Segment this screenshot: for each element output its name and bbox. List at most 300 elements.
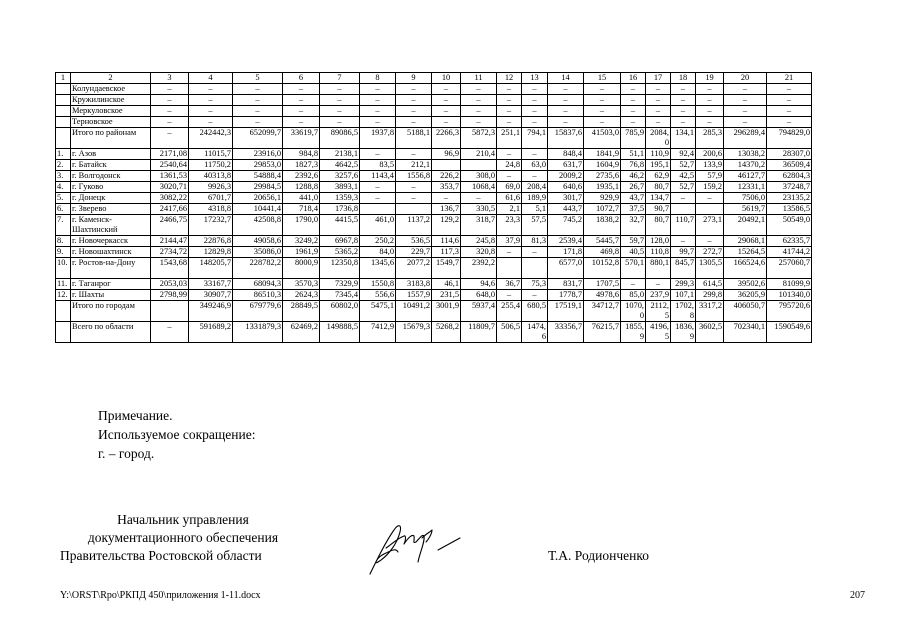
row-index — [56, 322, 71, 343]
table-cell: 60802,0 — [320, 301, 360, 322]
table-cell: 76,8 — [621, 160, 646, 171]
table-cell: 570,1 — [621, 258, 646, 279]
table-cell: 36,7 — [497, 279, 522, 290]
table-cell: 785,9 — [621, 128, 646, 149]
column-header: 12 — [497, 73, 522, 84]
table-cell: – — [696, 193, 724, 204]
page-number: 207 — [850, 590, 865, 601]
row-index — [56, 301, 71, 322]
table-cell: 41744,2 — [767, 247, 812, 258]
table-cell: – — [584, 106, 621, 117]
table-cell: – — [320, 84, 360, 95]
table-cell: – — [283, 117, 320, 128]
table-cell: 3020,71 — [151, 182, 189, 193]
row-index: 7. — [56, 215, 71, 236]
table-cell: 353,7 — [432, 182, 461, 193]
table-cell — [396, 204, 432, 215]
table-cell: 2798,99 — [151, 290, 189, 301]
table-cell: 1305,5 — [696, 258, 724, 279]
table-cell: 631,7 — [548, 160, 584, 171]
table-cell: 2084,0 — [646, 128, 671, 149]
table-cell: – — [621, 95, 646, 106]
table-cell: 1137,2 — [396, 215, 432, 236]
row-name: Кружилинское — [71, 95, 151, 106]
table-cell: – — [360, 149, 396, 160]
table-row — [56, 290, 812, 301]
table-cell: – — [548, 95, 584, 106]
column-header: 13 — [522, 73, 548, 84]
table-cell: 2138,1 — [320, 149, 360, 160]
table-cell: 2539,4 — [548, 236, 584, 247]
table-cell: 36205,9 — [724, 290, 767, 301]
table-cell: 7345,4 — [320, 290, 360, 301]
column-header: 9 — [396, 73, 432, 84]
column-header: 3 — [151, 73, 189, 84]
note-line-city: г. – город. — [98, 446, 155, 461]
table-cell: 226,2 — [432, 171, 461, 182]
row-name: г. Донецк — [71, 193, 151, 204]
table-cell: – — [671, 84, 696, 95]
table-cell: – — [584, 95, 621, 106]
table-cell: – — [360, 117, 396, 128]
table-cell: 171,8 — [548, 247, 584, 258]
table-cell: 648,0 — [461, 290, 497, 301]
column-header: 20 — [724, 73, 767, 84]
table-cell: – — [522, 290, 548, 301]
row-index: 1. — [56, 149, 71, 160]
table-cell: 50549,0 — [767, 215, 812, 236]
table-cell: – — [283, 95, 320, 106]
row-name: г. Гуково — [71, 182, 151, 193]
row-index — [56, 106, 71, 117]
table-cell — [696, 204, 724, 215]
table-cell: 23916,0 — [233, 149, 283, 160]
table-cell: 2266,3 — [432, 128, 461, 149]
table-row — [56, 117, 812, 128]
table-cell: 69,0 — [497, 182, 522, 193]
table-cell: 37248,7 — [767, 182, 812, 193]
table-cell: 1841,9 — [584, 149, 621, 160]
table-cell: 3893,1 — [320, 182, 360, 193]
signer-position-line3: Правительства Ростовской области — [60, 548, 262, 563]
row-name: г. Батайск — [71, 160, 151, 171]
table-cell: 7329,9 — [320, 279, 360, 290]
table-cell: – — [432, 193, 461, 204]
table-cell: 3602,5 — [696, 322, 724, 343]
row-name: г. Азов — [71, 149, 151, 160]
table-cell: 148205,7 — [189, 258, 233, 279]
table-cell — [497, 258, 522, 279]
table-cell: – — [432, 106, 461, 117]
table-cell: 195,1 — [646, 160, 671, 171]
table-cell: – — [360, 182, 396, 193]
table-cell: 308,0 — [461, 171, 497, 182]
table-cell: 1550,8 — [360, 279, 396, 290]
table-cell: 679779,6 — [233, 301, 283, 322]
table-cell: 33619,7 — [283, 128, 320, 149]
table-cell: – — [461, 106, 497, 117]
table-cell: 10491,2 — [396, 301, 432, 322]
table-cell: 89086,5 — [320, 128, 360, 149]
table-row — [56, 322, 812, 343]
table-row — [56, 95, 812, 106]
table-row — [56, 128, 812, 149]
table-cell: – — [233, 84, 283, 95]
table-cell: 2144,47 — [151, 236, 189, 247]
table-cell: – — [522, 117, 548, 128]
row-name: Колундаевское — [71, 84, 151, 95]
signer-position-line1: Начальник управления — [117, 512, 249, 527]
table-cell: 51,1 — [621, 149, 646, 160]
table-cell: 680,5 — [522, 301, 548, 322]
table-cell: 3317,2 — [696, 301, 724, 322]
table-cell: 36509,4 — [767, 160, 812, 171]
table-cell: 794,1 — [522, 128, 548, 149]
table-cell: – — [621, 84, 646, 95]
row-index: 8. — [56, 236, 71, 247]
table-cell: 591689,2 — [189, 322, 233, 343]
table-cell: 52,7 — [671, 160, 696, 171]
table-cell: 4415,5 — [320, 215, 360, 236]
column-header: 14 — [548, 73, 584, 84]
column-header: 21 — [767, 73, 812, 84]
table-cell: – — [497, 95, 522, 106]
table-cell: 35086,0 — [233, 247, 283, 258]
table-cell: 76215,7 — [584, 322, 621, 343]
column-header: 5 — [233, 73, 283, 84]
row-name: г. Новочеркасск — [71, 236, 151, 247]
table-cell: 24,8 — [497, 160, 522, 171]
table-cell: 57,9 — [696, 171, 724, 182]
table-cell: 200,6 — [696, 149, 724, 160]
table-cell: 640,6 — [548, 182, 584, 193]
table-cell: – — [671, 95, 696, 106]
table-cell: – — [320, 95, 360, 106]
table-cell: – — [724, 95, 767, 106]
table-cell: 1736,8 — [320, 204, 360, 215]
table-cell: 2392,6 — [283, 171, 320, 182]
table-cell: – — [461, 117, 497, 128]
table-cell: 28307,0 — [767, 149, 812, 160]
table-cell: 107,1 — [671, 290, 696, 301]
table-cell: – — [671, 117, 696, 128]
table-cell: 3257,6 — [320, 171, 360, 182]
table-cell: – — [283, 106, 320, 117]
table-cell: – — [671, 236, 696, 247]
table-cell: – — [522, 84, 548, 95]
table-cell: 929,9 — [584, 193, 621, 204]
row-index — [56, 128, 71, 149]
table-cell: 46127,7 — [724, 171, 767, 182]
table-cell: 129,2 — [432, 215, 461, 236]
table-cell: 1838,2 — [584, 215, 621, 236]
table-row — [56, 160, 812, 171]
table-cell: 29853,0 — [233, 160, 283, 171]
table-cell: 46,2 — [621, 171, 646, 182]
table-cell: 57,5 — [522, 215, 548, 236]
table-cell: 86510,3 — [233, 290, 283, 301]
table-cell: – — [360, 95, 396, 106]
table-cell: 745,2 — [548, 215, 584, 236]
table-cell: 652099,7 — [233, 128, 283, 149]
table-cell — [151, 301, 189, 322]
table-cell: 2540,64 — [151, 160, 189, 171]
table-cell: 15679,3 — [396, 322, 432, 343]
table-cell: 37,9 — [497, 236, 522, 247]
table-cell: 2735,6 — [584, 171, 621, 182]
table-cell: 5619,7 — [724, 204, 767, 215]
table-cell: 12829,8 — [189, 247, 233, 258]
table-cell: 92,4 — [671, 149, 696, 160]
table-cell: – — [151, 128, 189, 149]
table-cell: – — [189, 117, 233, 128]
table-cell: – — [522, 171, 548, 182]
table-cell: 469,8 — [584, 247, 621, 258]
table-cell: 75,3 — [522, 279, 548, 290]
table-cell: 59,7 — [621, 236, 646, 247]
table-cell: 228782,2 — [233, 258, 283, 279]
table-row — [56, 236, 812, 247]
table-cell: 4196,5 — [646, 322, 671, 343]
table-cell: 1474,6 — [522, 322, 548, 343]
row-name: Всего по области — [71, 322, 151, 343]
row-name: г. Ростов-на-Дону — [71, 258, 151, 279]
table-cell: 5,1 — [522, 204, 548, 215]
table-cell: – — [696, 236, 724, 247]
row-index: 10. — [56, 258, 71, 279]
table-cell: – — [151, 95, 189, 106]
table-cell: – — [432, 117, 461, 128]
row-name: г. Зверево — [71, 204, 151, 215]
table-row — [56, 106, 812, 117]
table-cell: 42508,8 — [233, 215, 283, 236]
note-line-abbrev: Используемое сокращение: — [98, 427, 256, 442]
table-cell: 318,7 — [461, 215, 497, 236]
table-row — [56, 84, 812, 95]
table-cell: 1331879,3 — [233, 322, 283, 343]
table-cell: 1707,5 — [584, 279, 621, 290]
header-row — [56, 73, 812, 84]
table-cell: – — [548, 117, 584, 128]
row-index: 3. — [56, 171, 71, 182]
table-cell: 94,6 — [461, 279, 497, 290]
column-header: 1 — [56, 73, 71, 84]
table-cell: 2417,66 — [151, 204, 189, 215]
row-name: г. Шахты — [71, 290, 151, 301]
table-cell: 90,7 — [646, 204, 671, 215]
table-cell: 5475,1 — [360, 301, 396, 322]
table-cell: 159,2 — [696, 182, 724, 193]
table-cell: 848,4 — [548, 149, 584, 160]
table-cell: – — [767, 84, 812, 95]
table-cell: – — [548, 106, 584, 117]
table-cell: – — [396, 106, 432, 117]
table-cell: 12350,8 — [320, 258, 360, 279]
table-cell: 7506,0 — [724, 193, 767, 204]
table-cell: 984,8 — [283, 149, 320, 160]
table-row — [56, 149, 812, 160]
table-cell: 210,4 — [461, 149, 497, 160]
table-cell: – — [189, 106, 233, 117]
table-cell: 39502,6 — [724, 279, 767, 290]
table-cell: – — [621, 117, 646, 128]
table-cell: 330,5 — [461, 204, 497, 215]
signer-position-line2: документационного обеспечения — [87, 530, 279, 545]
table-cell: 556,6 — [360, 290, 396, 301]
table-cell: – — [767, 95, 812, 106]
table-cell: 37,5 — [621, 204, 646, 215]
table-cell: 114,6 — [432, 236, 461, 247]
table-cell: 110,9 — [646, 149, 671, 160]
table-cell: 101340,0 — [767, 290, 812, 301]
row-name: Итого по районам — [71, 128, 151, 149]
table-cell: – — [522, 95, 548, 106]
column-header: 4 — [189, 73, 233, 84]
table-cell: 134,7 — [646, 193, 671, 204]
table-cell: 212,1 — [396, 160, 432, 171]
row-index — [56, 84, 71, 95]
table-cell: – — [396, 95, 432, 106]
table-cell: 96,9 — [432, 149, 461, 160]
table-cell: 1590549,6 — [767, 322, 812, 343]
table-cell: 22876,8 — [189, 236, 233, 247]
table-cell: 5872,3 — [461, 128, 497, 149]
row-name: г. Каменск-Шахтинский — [71, 215, 151, 236]
table-cell: 296289,4 — [724, 128, 767, 149]
table-cell: – — [522, 149, 548, 160]
table-cell: 34712,7 — [584, 301, 621, 322]
table-cell: 1143,4 — [360, 171, 396, 182]
column-header: 10 — [432, 73, 461, 84]
column-header: 19 — [696, 73, 724, 84]
table-cell: 10152,8 — [584, 258, 621, 279]
table-cell: – — [696, 95, 724, 106]
table-cell: 1937,8 — [360, 128, 396, 149]
table-cell: 2009,2 — [548, 171, 584, 182]
table-cell: 40,5 — [621, 247, 646, 258]
table-cell: – — [548, 84, 584, 95]
table-cell: 2466,75 — [151, 215, 189, 236]
table-cell: 20492,1 — [724, 215, 767, 236]
table-cell: 20656,1 — [233, 193, 283, 204]
table-cell: 63,0 — [522, 160, 548, 171]
table-cell: 6967,8 — [320, 236, 360, 247]
table-cell: 242442,3 — [189, 128, 233, 149]
table-cell: 3001,9 — [432, 301, 461, 322]
table-cell: 14370,2 — [724, 160, 767, 171]
table-cell: 7412,9 — [360, 322, 396, 343]
table-cell: 30907,7 — [189, 290, 233, 301]
table-row — [56, 301, 812, 322]
table-row — [56, 171, 812, 182]
table-cell: 718,4 — [283, 204, 320, 215]
table-cell: 3082,22 — [151, 193, 189, 204]
table-cell: 1359,3 — [320, 193, 360, 204]
column-header: 2 — [71, 73, 151, 84]
table-cell: 1827,3 — [283, 160, 320, 171]
table-cell: 2077,2 — [396, 258, 432, 279]
table-cell: 5937,4 — [461, 301, 497, 322]
table-cell: 1935,1 — [584, 182, 621, 193]
table-cell: – — [621, 279, 646, 290]
table-cell: – — [646, 117, 671, 128]
table-cell: 301,7 — [548, 193, 584, 204]
table-cell: 8000,9 — [283, 258, 320, 279]
table-row — [56, 182, 812, 193]
table-cell: – — [724, 84, 767, 95]
table-cell: 1557,9 — [396, 290, 432, 301]
row-index — [56, 95, 71, 106]
table-cell: – — [522, 247, 548, 258]
table-cell: – — [233, 117, 283, 128]
table-cell: 441,0 — [283, 193, 320, 204]
table-cell: 28849,5 — [283, 301, 320, 322]
table-cell: 1070,0 — [621, 301, 646, 322]
table-cell: – — [497, 106, 522, 117]
table-cell: 1702,8 — [671, 301, 696, 322]
table-cell: 1361,53 — [151, 171, 189, 182]
table-cell: 80,7 — [646, 215, 671, 236]
table-cell: – — [233, 106, 283, 117]
table-cell: 42,5 — [671, 171, 696, 182]
table-cell: 32,7 — [621, 215, 646, 236]
table-cell: 880,1 — [646, 258, 671, 279]
row-index: 5. — [56, 193, 71, 204]
table-cell: – — [497, 247, 522, 258]
table-cell: 1790,0 — [283, 215, 320, 236]
row-name: Итого по городам — [71, 301, 151, 322]
table-cell: 12331,1 — [724, 182, 767, 193]
table-cell: 6701,7 — [189, 193, 233, 204]
table-cell: 6577,0 — [548, 258, 584, 279]
table-cell: – — [360, 84, 396, 95]
table-cell: 62,9 — [646, 171, 671, 182]
table-row — [56, 204, 812, 215]
table-cell: 250,2 — [360, 236, 396, 247]
row-index: 2. — [56, 160, 71, 171]
table-cell: – — [360, 106, 396, 117]
table-cell: 110,8 — [646, 247, 671, 258]
table-cell: 17519,1 — [548, 301, 584, 322]
table-cell: 33167,7 — [189, 279, 233, 290]
table-cell: 2,1 — [497, 204, 522, 215]
table-cell: 149888,5 — [320, 322, 360, 343]
table-cell — [461, 160, 497, 171]
table-cell: 62804,3 — [767, 171, 812, 182]
table-cell: 285,3 — [696, 128, 724, 149]
row-index: 6. — [56, 204, 71, 215]
table-cell: 81,3 — [522, 236, 548, 247]
table-cell: – — [724, 117, 767, 128]
table-cell: – — [151, 106, 189, 117]
table-cell: 273,1 — [696, 215, 724, 236]
column-header: 11 — [461, 73, 497, 84]
table-cell: 133,9 — [696, 160, 724, 171]
table-cell: 29984,5 — [233, 182, 283, 193]
table-cell: – — [189, 95, 233, 106]
table-cell: 128,0 — [646, 236, 671, 247]
table-cell: – — [696, 117, 724, 128]
table-cell: 5188,1 — [396, 128, 432, 149]
table-cell: – — [396, 149, 432, 160]
table-cell: 237,9 — [646, 290, 671, 301]
table-cell: 5268,2 — [432, 322, 461, 343]
table-cell: 443,7 — [548, 204, 584, 215]
table-cell: 2734,72 — [151, 247, 189, 258]
table-cell: 11015,7 — [189, 149, 233, 160]
table-cell: 62469,2 — [283, 322, 320, 343]
table-cell: 17232,7 — [189, 215, 233, 236]
